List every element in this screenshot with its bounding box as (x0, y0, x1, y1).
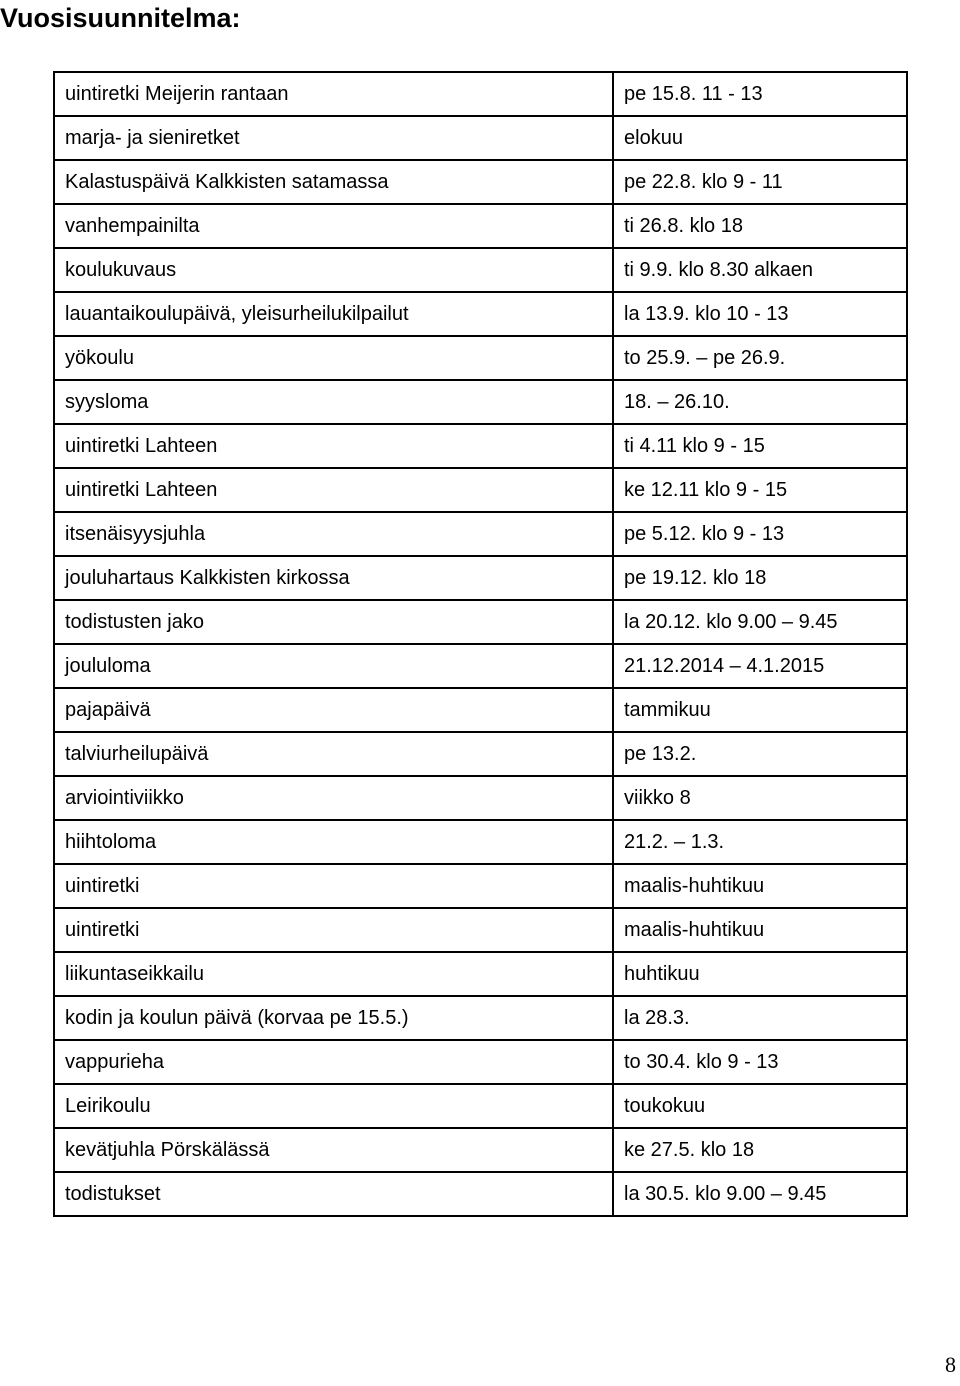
annual-plan-table (53, 71, 908, 1217)
date-cell: ti 4.11 klo 9 - 15 (613, 424, 907, 468)
date-cell: pe 19.12. klo 18 (613, 556, 907, 600)
event-cell: kodin ja koulun päivä (korvaa pe 15.5.) (54, 996, 613, 1040)
event-cell: marja- ja sieniretket (54, 116, 613, 160)
event-cell: joululoma (54, 644, 613, 688)
table-row (54, 292, 907, 336)
date-cell: ti 9.9. klo 8.30 alkaen (613, 248, 907, 292)
date-cell: maalis-huhtikuu (613, 908, 907, 952)
table-row (54, 776, 907, 820)
table-row (54, 380, 907, 424)
date-cell: 21.2. – 1.3. (613, 820, 907, 864)
table-row (54, 248, 907, 292)
date-cell: pe 13.2. (613, 732, 907, 776)
event-cell: uintiretki (54, 908, 613, 952)
event-cell: uintiretki Meijerin rantaan (54, 72, 613, 116)
table-row (54, 1040, 907, 1084)
table-row (54, 512, 907, 556)
table-row (54, 732, 907, 776)
table-row (54, 424, 907, 468)
event-cell: lauantaikoulupäivä, yleisurheilukilpailut (54, 292, 613, 336)
table-row (54, 336, 907, 380)
date-cell: la 20.12. klo 9.00 – 9.45 (613, 600, 907, 644)
date-cell: la 13.9. klo 10 - 13 (613, 292, 907, 336)
table-row (54, 1128, 907, 1172)
event-cell: Leirikoulu (54, 1084, 613, 1128)
event-cell: vanhempainilta (54, 204, 613, 248)
date-cell: 21.12.2014 – 4.1.2015 (613, 644, 907, 688)
event-cell: liikuntaseikkailu (54, 952, 613, 996)
table-row (54, 556, 907, 600)
date-cell: to 30.4. klo 9 - 13 (613, 1040, 907, 1084)
event-cell: hiihtoloma (54, 820, 613, 864)
date-cell: pe 15.8. 11 - 13 (613, 72, 907, 116)
table-row (54, 864, 907, 908)
event-cell: talviurheilupäivä (54, 732, 613, 776)
event-cell: yökoulu (54, 336, 613, 380)
table-row (54, 204, 907, 248)
event-cell: todistusten jako (54, 600, 613, 644)
event-cell: todistukset (54, 1172, 613, 1216)
event-cell: pajapäivä (54, 688, 613, 732)
annual-plan-table-body (54, 72, 907, 1216)
date-cell: elokuu (613, 116, 907, 160)
date-cell: ti 26.8. klo 18 (613, 204, 907, 248)
event-cell: vappurieha (54, 1040, 613, 1084)
page-number: 8 (945, 1352, 956, 1377)
date-cell: viikko 8 (613, 776, 907, 820)
event-cell: uintiretki Lahteen (54, 468, 613, 512)
date-cell: ke 27.5. klo 18 (613, 1128, 907, 1172)
date-cell: la 30.5. klo 9.00 – 9.45 (613, 1172, 907, 1216)
date-cell: pe 5.12. klo 9 - 13 (613, 512, 907, 556)
date-cell: toukokuu (613, 1084, 907, 1128)
event-cell: uintiretki (54, 864, 613, 908)
event-cell: arviointiviikko (54, 776, 613, 820)
table-row (54, 952, 907, 996)
event-cell: Kalastuspäivä Kalkkisten satamassa (54, 160, 613, 204)
event-cell: jouluhartaus Kalkkisten kirkossa (54, 556, 613, 600)
event-cell: kevätjuhla Pörskälässä (54, 1128, 613, 1172)
date-cell: maalis-huhtikuu (613, 864, 907, 908)
event-cell: syysloma (54, 380, 613, 424)
table-row (54, 644, 907, 688)
table-row (54, 468, 907, 512)
table-row (54, 116, 907, 160)
date-cell: la 28.3. (613, 996, 907, 1040)
date-cell: to 25.9. – pe 26.9. (613, 336, 907, 380)
date-cell: huhtikuu (613, 952, 907, 996)
table-row (54, 688, 907, 732)
table-row (54, 908, 907, 952)
table-row (54, 996, 907, 1040)
date-cell: pe 22.8. klo 9 - 11 (613, 160, 907, 204)
table-row (54, 820, 907, 864)
table-row (54, 600, 907, 644)
event-cell: uintiretki Lahteen (54, 424, 613, 468)
table-row (54, 72, 907, 116)
date-cell: 18. – 26.10. (613, 380, 907, 424)
event-cell: koulukuvaus (54, 248, 613, 292)
table-row (54, 1172, 907, 1216)
date-cell: ke 12.11 klo 9 - 15 (613, 468, 907, 512)
date-cell: tammikuu (613, 688, 907, 732)
event-cell: itsenäisyysjuhla (54, 512, 613, 556)
table-row (54, 160, 907, 204)
page-title: Vuosisuunnitelma: (0, 3, 241, 33)
table-row (54, 1084, 907, 1128)
